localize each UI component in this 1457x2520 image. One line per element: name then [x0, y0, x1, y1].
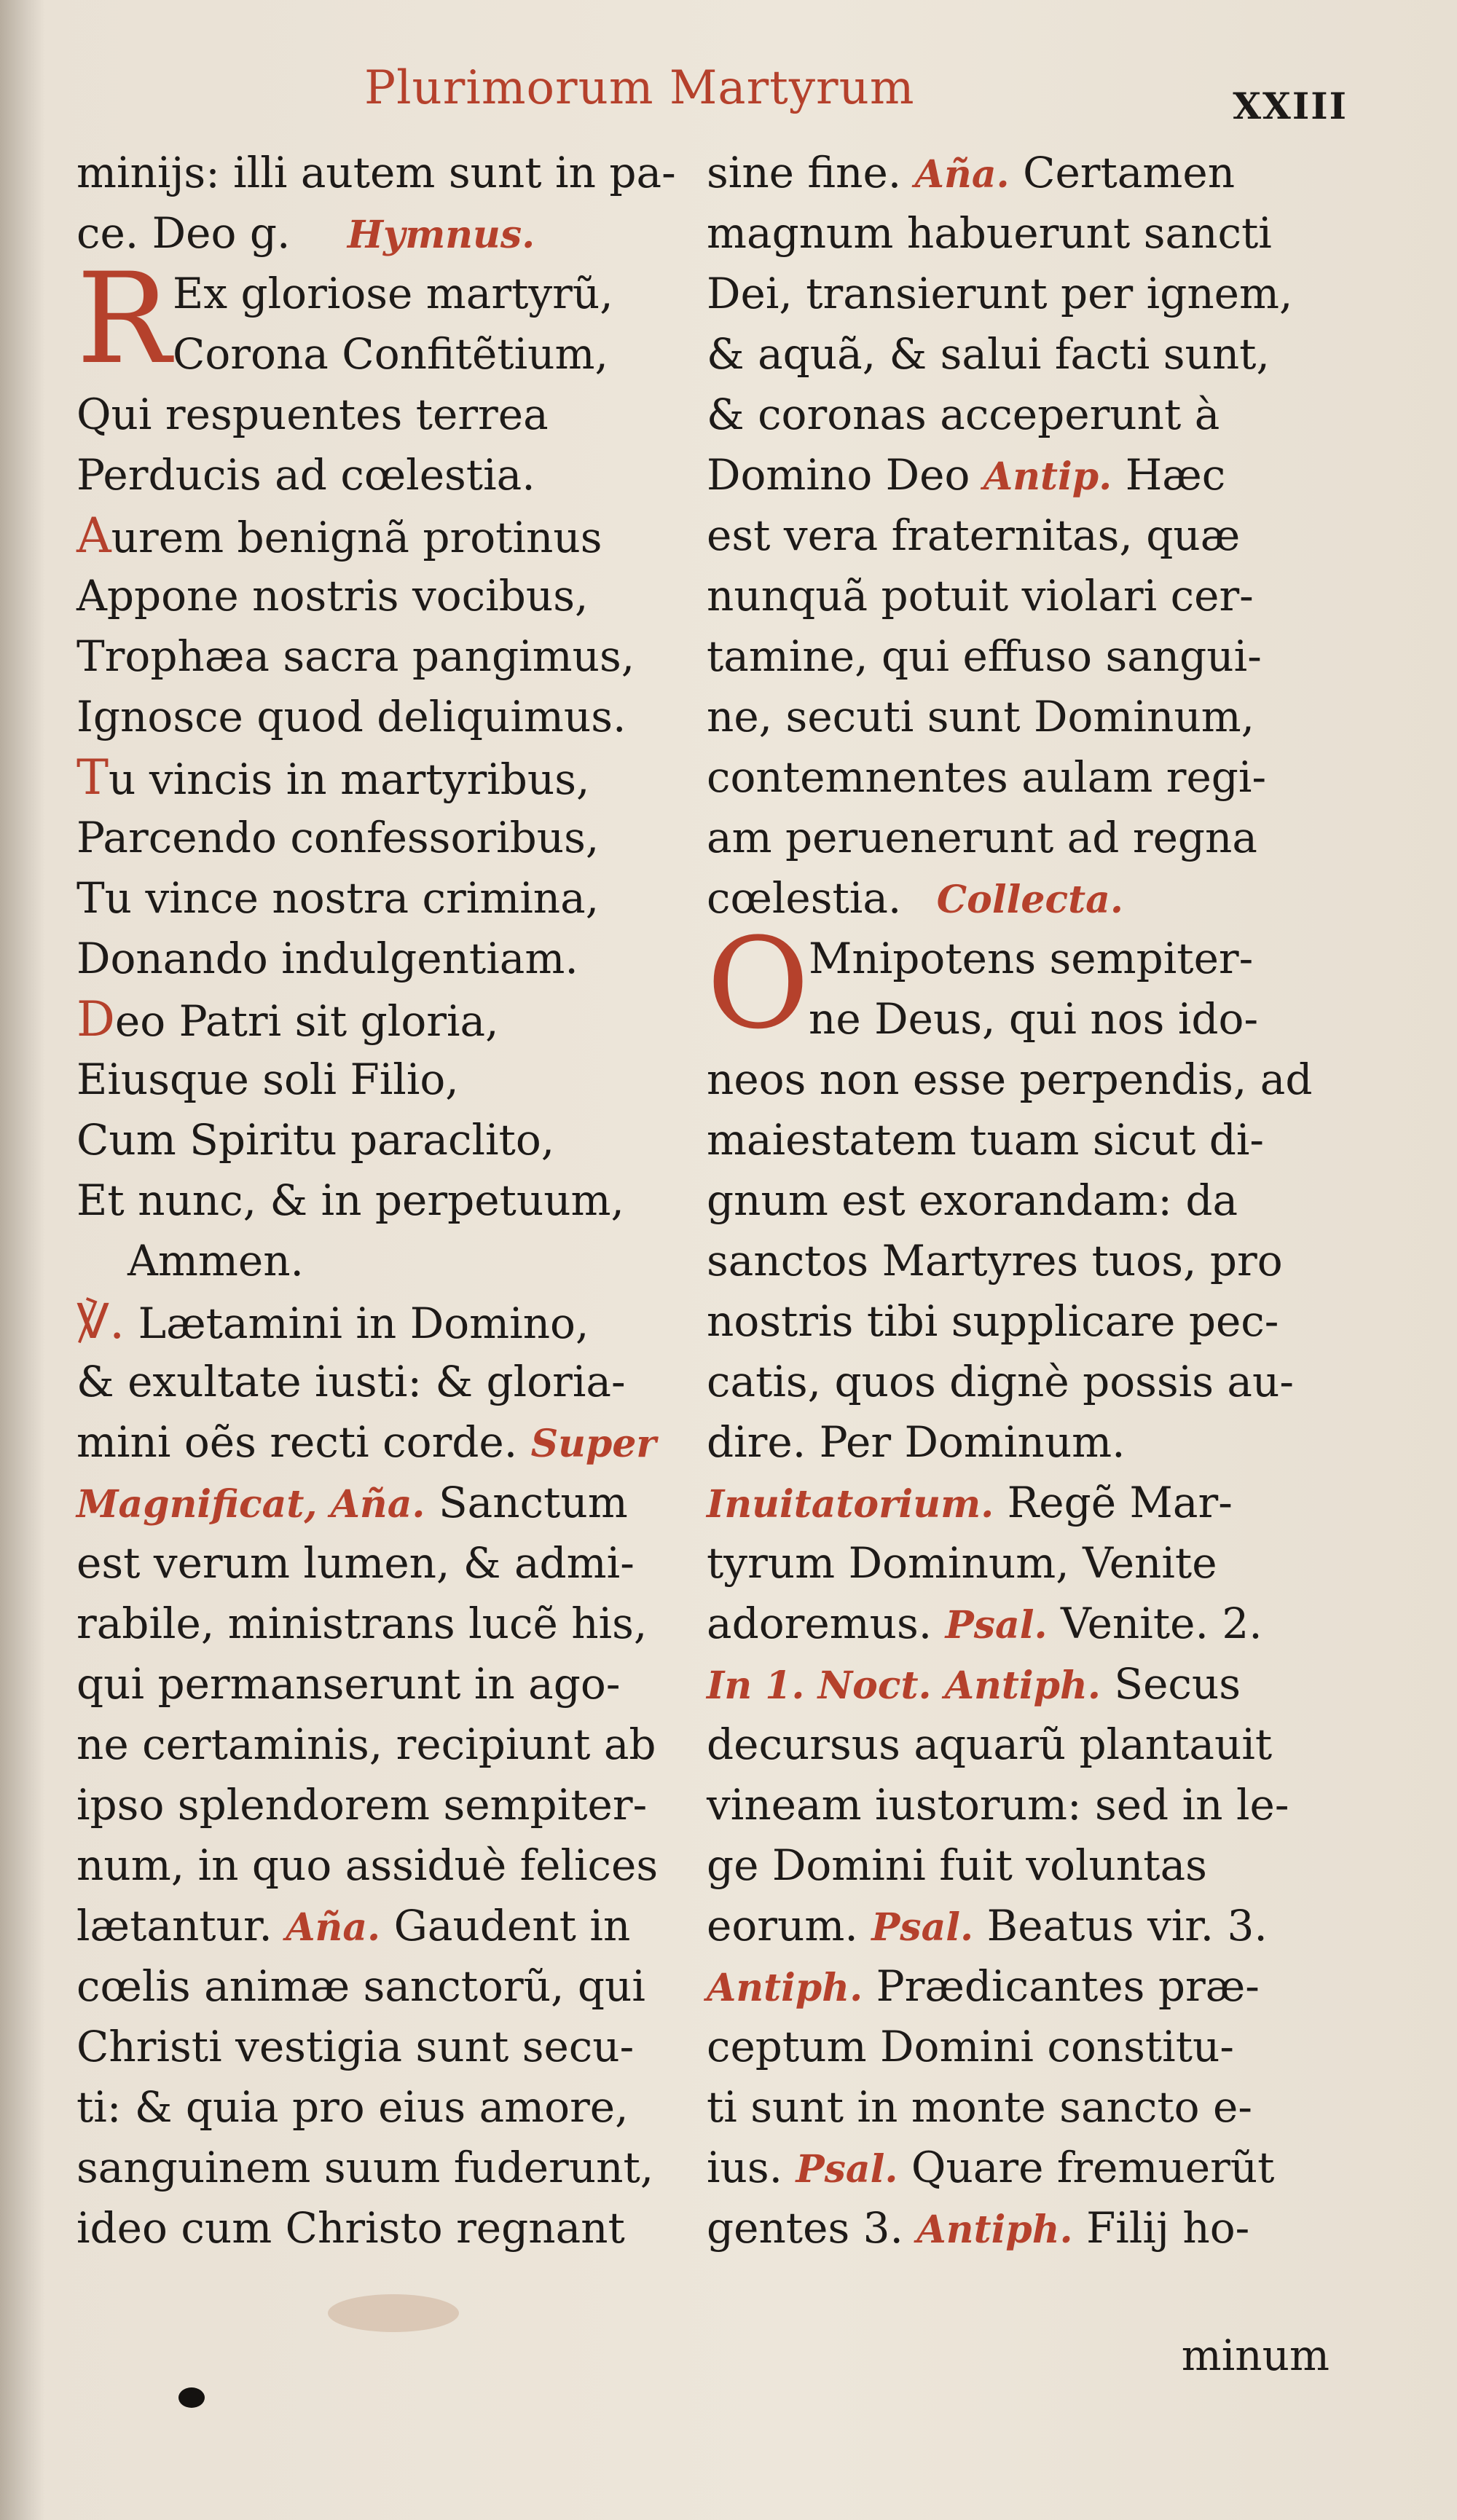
text-line: contemnentes aulam regi-	[707, 752, 1267, 802]
rubric-inuitatorium: Inuitatorium.	[707, 1482, 994, 1527]
text-line: rabile, ministrans lucẽ his,	[76, 1599, 648, 1648]
verse-line: Trophæa sacra pangimus,	[76, 631, 635, 681]
text-line: est vera fraternitas, quæ	[707, 511, 1241, 560]
text-line: Dei, transierunt per ignem,	[707, 269, 1293, 318]
rubric-antiphon: Antip.	[983, 454, 1112, 499]
drop-capital-o: O	[707, 910, 810, 1057]
text-span: adoremus.	[707, 1599, 932, 1648]
text-line: ne, secuti sunt Dominum,	[707, 692, 1255, 741]
text-span: Lætamini in Domino,	[138, 1299, 589, 1348]
text-span: Gaudent in	[393, 1901, 631, 1950]
text-line: num, in quo assiduè felices	[76, 1840, 659, 1890]
text-span: lætantur.	[76, 1901, 272, 1950]
text-line: am peruenerunt ad regna	[707, 813, 1257, 862]
text-line: ideo cum Christo regnant	[76, 2203, 625, 2253]
text-span: eo Patri sit gloria,	[114, 996, 499, 1046]
text-line: sanctos Martyres tuos, pro	[707, 1236, 1283, 1285]
text-line	[76, 1896, 681, 1956]
text-span: Beatus vir. 3.	[986, 1901, 1268, 1950]
text-line: est verum lumen, & admi-	[76, 1538, 635, 1588]
text-line: tyrum Dominum, Venite	[707, 1538, 1217, 1588]
paper-stain	[328, 2294, 459, 2332]
text-span: Sanctum	[438, 1478, 628, 1527]
verse-line: Appone nostris vocibus,	[76, 571, 589, 621]
text-line	[707, 1654, 1326, 1714]
text-line: maiestatem tuam sicut di-	[707, 1115, 1265, 1165]
verse-line: Tu vince nostra crimina,	[76, 873, 600, 923]
text-span: ius.	[707, 2143, 783, 2192]
text-span: urem benignã protinus	[111, 513, 602, 562]
text-line: gnum est exorandam: da	[707, 1176, 1238, 1225]
rubric-antiphon: Aña.	[914, 152, 1010, 197]
ink-blot	[178, 2387, 205, 2408]
text-line: dire. Per Dominum.	[707, 1417, 1126, 1467]
red-initial: A	[76, 508, 111, 564]
text-line: Christi vestigia sunt secu-	[76, 2022, 635, 2071]
verse-line: Et nunc, & in perpetuum,	[76, 1176, 624, 1225]
text-span: gentes 3.	[707, 2203, 903, 2253]
text-line	[707, 2138, 1326, 2198]
text-line: vineam iustorum: sed in le-	[707, 1780, 1289, 1830]
text-span: Filij ho-	[1086, 2203, 1250, 2253]
collect-first-lines	[809, 929, 1258, 1050]
text-line	[707, 1473, 1326, 1533]
text-line: ti sunt in monte sancto e-	[707, 2082, 1252, 2132]
text-span: Hæc	[1125, 450, 1226, 500]
text-span: u vincis in martyribus,	[109, 755, 590, 804]
verse-line	[76, 989, 681, 1050]
text-line: & exultate iusti: & gloria-	[76, 1357, 626, 1406]
text-line: catis, quos dignè possis au-	[707, 1357, 1294, 1406]
verse-line: Parcendo confessoribus,	[76, 813, 600, 862]
text-line: ceptum Domini constitu-	[707, 2022, 1234, 2071]
text-line: magnum habuerunt sancti	[707, 208, 1272, 258]
running-title: Plurimorum Martyrum	[364, 61, 915, 115]
collect-opening	[707, 910, 1326, 1057]
verse-line: Ignosce quod deliquimus.	[76, 692, 627, 741]
rubric-psalm: Psal.	[945, 1603, 1048, 1647]
verse-line: Corona Confitẽtium,	[173, 329, 608, 379]
text-line: minijs: illi autem sunt in pa-	[76, 148, 676, 197]
text-span: Venite. 2.	[1061, 1599, 1262, 1648]
text-line: sanguinem suum fuderunt,	[76, 2143, 654, 2192]
text-span: cœlestia.	[707, 873, 902, 923]
red-initial: D	[76, 991, 115, 1047]
verse-line: Perducis ad cœlestia.	[76, 450, 535, 500]
text-line	[76, 1412, 681, 1473]
text-line: ne Deus, qui nos ido-	[809, 994, 1259, 1044]
text-span: Regẽ Mar-	[1007, 1478, 1233, 1527]
verse-line	[76, 505, 681, 566]
verse-line: Cum Spiritu paraclito,	[76, 1115, 555, 1165]
rubric-super: Super	[530, 1422, 656, 1466]
text-line: decursus aquarũ plantauit	[707, 1720, 1273, 1769]
rubric-psalm: Psal.	[871, 1905, 974, 1950]
binding-gutter	[0, 0, 45, 2520]
text-span: ce. Deo g.	[76, 208, 291, 258]
rubric-hymnus: Hymnus.	[347, 213, 535, 257]
text-line: & coronas acceperunt à	[707, 390, 1220, 439]
text-span: eorum.	[707, 1901, 858, 1950]
verse-line: Eiusque soli Filio,	[76, 1055, 459, 1104]
red-initial: T	[76, 749, 109, 806]
text-line: Mnipotens sempiter-	[809, 934, 1254, 983]
right-column	[707, 143, 1326, 2259]
verse-line: Qui respuentes terrea	[76, 390, 549, 439]
text-line: ipso splendorem sempiter-	[76, 1780, 648, 1830]
rubric-antiphon: Antiph.	[707, 1966, 863, 2010]
text-line: cœlis animæ sanctorũ, qui	[76, 1961, 645, 2011]
rubric-antiphon: Antiph.	[916, 2208, 1073, 2252]
text-line: qui permanserunt in ago-	[76, 1659, 621, 1709]
text-line	[76, 1473, 681, 1533]
hymn-first-lines	[173, 264, 613, 385]
rubric-antiphon: Aña.	[286, 1905, 381, 1950]
versicle-line	[76, 1291, 681, 1352]
text-line: neos non esse perpendis, ad	[707, 1055, 1313, 1104]
text-span: Quare fremuerũt	[911, 2143, 1275, 2192]
verse-line	[76, 747, 681, 808]
text-line	[707, 1896, 1326, 1956]
versicle-mark: ℣.	[76, 1294, 125, 1350]
text-span: Certamen	[1023, 148, 1236, 197]
rubric-collecta: Collecta.	[936, 878, 1123, 922]
text-line	[707, 1594, 1326, 1654]
text-line: & aquã, & salui facti sunt,	[707, 329, 1270, 379]
hymn-opening	[76, 245, 681, 392]
rubric-psalm: Psal.	[796, 2147, 898, 2192]
text-line	[707, 445, 1326, 505]
text-line: tamine, qui effuso sangui-	[707, 631, 1262, 681]
text-span: sine fine.	[707, 148, 902, 197]
text-line	[707, 2198, 1326, 2259]
left-column	[76, 143, 681, 2259]
text-span: mini oẽs recti corde.	[76, 1417, 518, 1467]
verse-line: Ammen.	[127, 1236, 304, 1285]
folio-number: XXIII	[1233, 84, 1348, 127]
verse-line: Donando indulgentiam.	[76, 934, 578, 983]
text-line: nunquã potuit violari cer-	[707, 571, 1254, 621]
text-line	[707, 143, 1326, 203]
drop-capital-r: R	[76, 245, 171, 392]
text-span: Prædicantes præ-	[876, 1961, 1260, 2011]
catchword: minum	[1181, 2331, 1330, 2380]
text-line: nostris tibi supplicare pec-	[707, 1296, 1279, 1346]
text-span: Domino Deo	[707, 450, 970, 500]
verse-line: Ex gloriose martyrũ,	[173, 269, 613, 318]
text-line	[707, 1956, 1326, 2017]
rubric-nocturn: In 1. Noct. Antiph.	[707, 1663, 1101, 1708]
text-line: ne certaminis, recipiunt ab	[76, 1720, 656, 1769]
text-span: Secus	[1114, 1659, 1241, 1709]
page-header	[0, 61, 1457, 127]
text-line: ti: & quia pro eius amore,	[76, 2082, 629, 2132]
text-line: ge Domini fuit voluntas	[707, 1840, 1207, 1890]
rubric-magnificat: Magnificat, Aña.	[76, 1482, 425, 1527]
